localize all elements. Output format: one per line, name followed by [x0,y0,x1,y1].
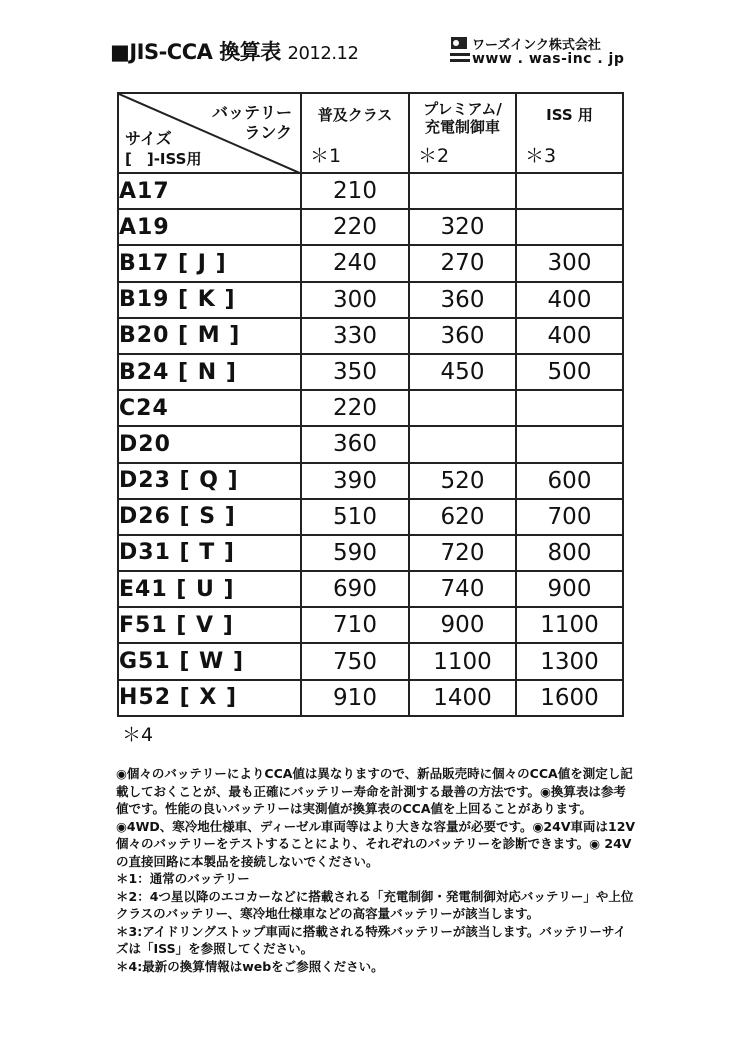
cell-standard: 750 [301,643,409,679]
cell-standard: 210 [301,173,409,209]
cell-standard: 690 [301,571,409,607]
cell-size: B19 [ K ] [118,282,301,318]
cell-standard: 910 [301,680,409,716]
cell-premium: 720 [409,535,516,571]
header-premium-line1: プレミアム/ [423,100,502,118]
table-row [118,535,623,571]
cell-size: C24 [118,390,301,426]
cell-premium: 270 [409,245,516,281]
header-battery: バッテリー [211,103,292,122]
header-iss-note: ＊3 [525,145,557,167]
cell-premium: 450 [409,354,516,390]
cell-standard: 300 [301,282,409,318]
header-iss-size: [ ]-ISS用 [125,150,202,168]
cell-iss [516,426,623,462]
company-url: www . was-inc . jp [472,51,625,67]
cell-standard: 220 [301,390,409,426]
table-row [118,245,623,281]
cell-iss [516,390,623,426]
header-standard-note: ＊1 [310,145,342,167]
table-row [118,390,623,426]
table-row [118,643,623,679]
table-row [118,173,623,209]
corner-header [118,93,301,173]
cell-iss: 700 [516,499,623,535]
header [0,0,740,90]
header-rank: ランク [244,123,292,142]
was-logo-icon [449,34,471,68]
header-premium-line2: 充電制御車 [424,118,500,136]
title-date: 2012.12 [287,43,359,64]
cell-premium: 1400 [409,680,516,716]
header-iss [516,93,623,173]
table-row [118,499,623,535]
table-row [118,463,623,499]
cell-size: A19 [118,209,301,245]
header-size: サイズ [125,129,172,148]
cell-premium [409,390,516,426]
cell-size: B17 [ J ] [118,245,301,281]
cell-standard: 220 [301,209,409,245]
cell-standard: 360 [301,426,409,462]
company-name: ワーズインク株式会社 [472,38,601,53]
table-row [118,607,623,643]
table-row [118,318,623,354]
table-row [118,354,623,390]
cell-standard: 510 [301,499,409,535]
cell-standard: 240 [301,245,409,281]
cell-premium: 900 [409,607,516,643]
cell-iss: 1300 [516,643,623,679]
note-2: ＊2：4つ星以降のエコカーなどに搭載される「充電制御・発電制御対応バッテリー」や上位クラスのバッテリー、寒冷地仕様車などの高容量バッテリーが該当します。 [116,888,634,921]
cell-size: H52 [ X ] [118,680,301,716]
cell-size: B20 [ M ] [118,318,301,354]
cell-iss: 1100 [516,607,623,643]
cell-iss: 300 [516,245,623,281]
table-row [118,282,623,318]
header-premium-note: ＊2 [418,145,450,167]
cell-iss: 400 [516,318,623,354]
cell-iss: 400 [516,282,623,318]
cell-iss: 1600 [516,680,623,716]
table-header-row [118,93,623,173]
cell-standard: 330 [301,318,409,354]
cell-iss: 600 [516,463,623,499]
note-3: ＊3:アイドリングストップ車両に搭載される特殊バッテリーが該当します。バッテリーサイズは「ISS」を参照してください。 [116,923,626,956]
cell-iss: 800 [516,535,623,571]
page-title [110,36,358,66]
cell-size: D26 [ S ] [118,499,301,535]
cell-premium: 620 [409,499,516,535]
notes-section [116,765,636,975]
header-premium-label [410,100,515,136]
cell-standard: 710 [301,607,409,643]
cell-iss [516,209,623,245]
cca-conversion-table [117,92,624,717]
header-iss-label: ISS 用 [546,106,593,124]
cell-premium: 360 [409,282,516,318]
cell-size: B24 [ N ] [118,354,301,390]
cell-size: G51 [ W ] [118,643,301,679]
cell-iss [516,173,623,209]
cell-size: D31 [ T ] [118,535,301,571]
title-text: ■JIS-CCA 換算表 [110,40,281,64]
table-row [118,426,623,462]
cell-premium: 1100 [409,643,516,679]
cell-size: E41 [ U ] [118,571,301,607]
cell-standard: 390 [301,463,409,499]
cell-size: D23 [ Q ] [118,463,301,499]
cell-iss: 900 [516,571,623,607]
note-4: ＊4:最新の換算情報はwebをご参照ください。 [116,958,384,974]
cell-size: A17 [118,173,301,209]
cell-premium: 360 [409,318,516,354]
cell-premium: 320 [409,209,516,245]
footnote-4-marker: ＊4 [122,724,154,746]
cell-standard: 590 [301,535,409,571]
table-row [118,571,623,607]
header-standard-label: 普及クラス [317,106,393,124]
cell-iss: 500 [516,354,623,390]
cell-standard: 350 [301,354,409,390]
cell-premium [409,173,516,209]
header-standard-class [301,93,409,173]
cell-premium: 740 [409,571,516,607]
note-general: ◉個々のバッテリーによりCCA値は異なりますので、新品販売時に個々のCCA値を測定し記載しておくことが、最も正確にバッテリー寿命を計測する最善の方法です。◉換算表は参考値です。性能の良いバッテリーは実測値が換算表のCCA値を上回ることがあります。◉4WD、寒冷地仕様車、ディーゼル車両等はより大きな容量が必要です。◉24V車両は12V個々のバッテリーをテストすることにより、それぞれのバッテリーを診断できます。◉ 24Vの直接回路に本製品を接続しないでください。 [116,766,636,869]
table-row [118,209,623,245]
cell-premium: 520 [409,463,516,499]
cell-size: D20 [118,426,301,462]
cell-premium [409,426,516,462]
cell-size: F51 [ V ] [118,607,301,643]
note-1: ＊1：通常のバッテリー [116,871,250,886]
table-row [118,680,623,716]
header-premium [409,93,516,173]
